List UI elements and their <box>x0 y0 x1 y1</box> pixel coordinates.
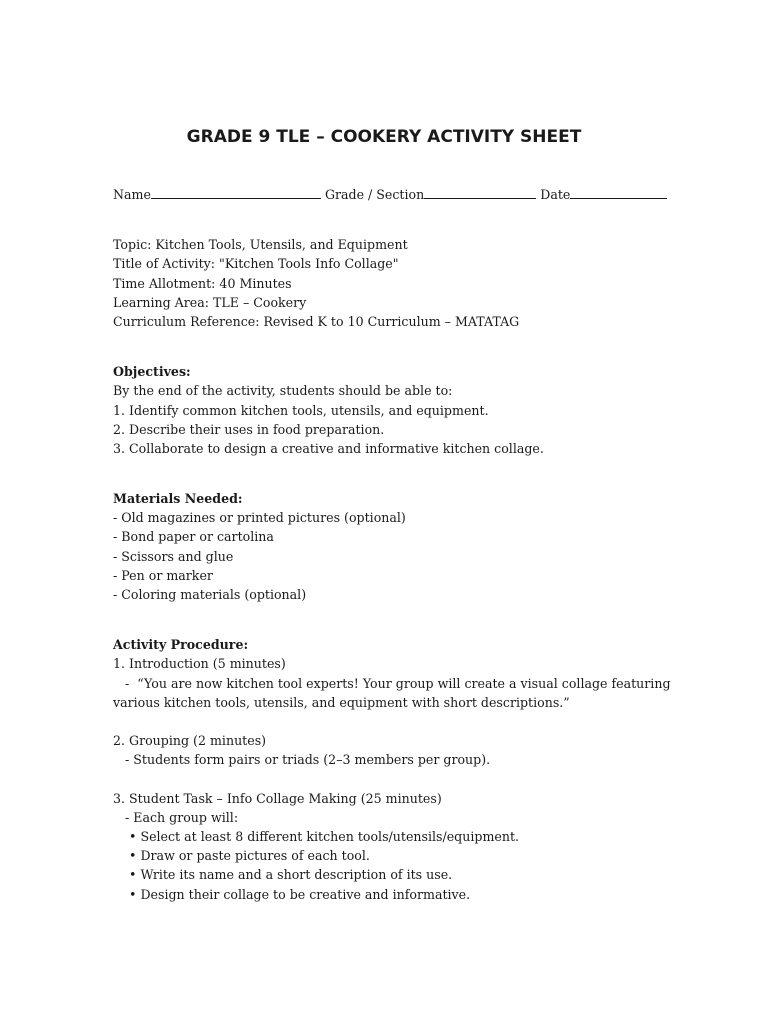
date-blank[interactable] <box>570 186 667 199</box>
material-item: - Bond paper or cartolina <box>113 529 274 545</box>
objective-item: 2. Describe their uses in food preparation. <box>113 421 385 437</box>
material-item: - Pen or marker <box>113 567 213 583</box>
procedure-heading: Activity Procedure: <box>113 637 249 653</box>
spacer <box>113 770 713 789</box>
info-curriculum-reference: Curriculum Reference: Revised K to 10 Curriculum – MATATAG <box>113 313 520 329</box>
spacer <box>113 458 713 489</box>
procedure-step-line: various kitchen tools, utensils, and equipment with short descriptions.” <box>113 694 570 710</box>
material-item: - Old magazines or printed pictures (optional) <box>113 510 406 526</box>
spacer <box>113 712 713 731</box>
date-label: Date <box>536 187 571 202</box>
materials-section <box>113 489 713 604</box>
procedure-step-line: • Select at least 8 different kitchen tools/utensils/equipment. <box>113 829 520 845</box>
material-item: - Coloring materials (optional) <box>113 587 307 602</box>
procedure-step-line: - Each group will: <box>113 809 239 825</box>
objective-item: 1. Identify common kitchen tools, utensils, and equipment. <box>113 402 489 418</box>
spacer <box>113 331 713 362</box>
objectives-section <box>113 362 713 458</box>
procedure-step-title: 2. Grouping (2 minutes) <box>113 733 267 749</box>
objectives-intro: By the end of the activity, students should be able to: <box>113 383 453 399</box>
info-time-allotment: Time Allotment: 40 Minutes <box>113 275 292 291</box>
material-item: - Scissors and glue <box>113 548 234 564</box>
procedure-step-title: 3. Student Task – Info Collage Making (25 minutes) <box>113 790 442 806</box>
info-block <box>113 235 713 331</box>
name-blank[interactable] <box>151 186 321 199</box>
spacer <box>113 204 713 235</box>
info-activity-title: Title of Activity: "Kitchen Tools Info Collage" <box>113 256 399 272</box>
grade-section-blank[interactable] <box>424 186 536 199</box>
procedure-step-line: • Draw or paste pictures of each tool. <box>113 848 370 864</box>
sheet-title: GRADE 9 TLE – COOKERY ACTIVITY SHEET <box>186 127 582 147</box>
grade-label: Grade / Section <box>320 187 425 202</box>
procedure-step-line: • Design their collage to be creative and informative. <box>113 886 471 902</box>
info-learning-area: Learning Area: TLE – Cookery <box>113 294 307 310</box>
objective-item: 3. Collaborate to design a creative and informative kitchen collage. <box>113 440 544 456</box>
procedure-step-title: 1. Introduction (5 minutes) <box>113 656 286 672</box>
procedure-section <box>113 635 713 904</box>
header-fields-row <box>113 185 713 204</box>
procedure-step-line: - “You are now kitchen tool experts! Your group will create a visual collage featuring <box>113 675 671 691</box>
spacer <box>113 604 713 635</box>
objectives-heading: Objectives: <box>113 364 191 380</box>
info-topic: Topic: Kitchen Tools, Utensils, and Equipment <box>113 237 408 253</box>
sheet-content <box>113 185 713 904</box>
name-label: Name <box>113 187 151 202</box>
procedure-step-line: • Write its name and a short description of its use. <box>113 867 453 883</box>
materials-heading: Materials Needed: <box>113 491 243 507</box>
procedure-step-line: - Students form pairs or triads (2–3 members per group). <box>113 752 491 768</box>
